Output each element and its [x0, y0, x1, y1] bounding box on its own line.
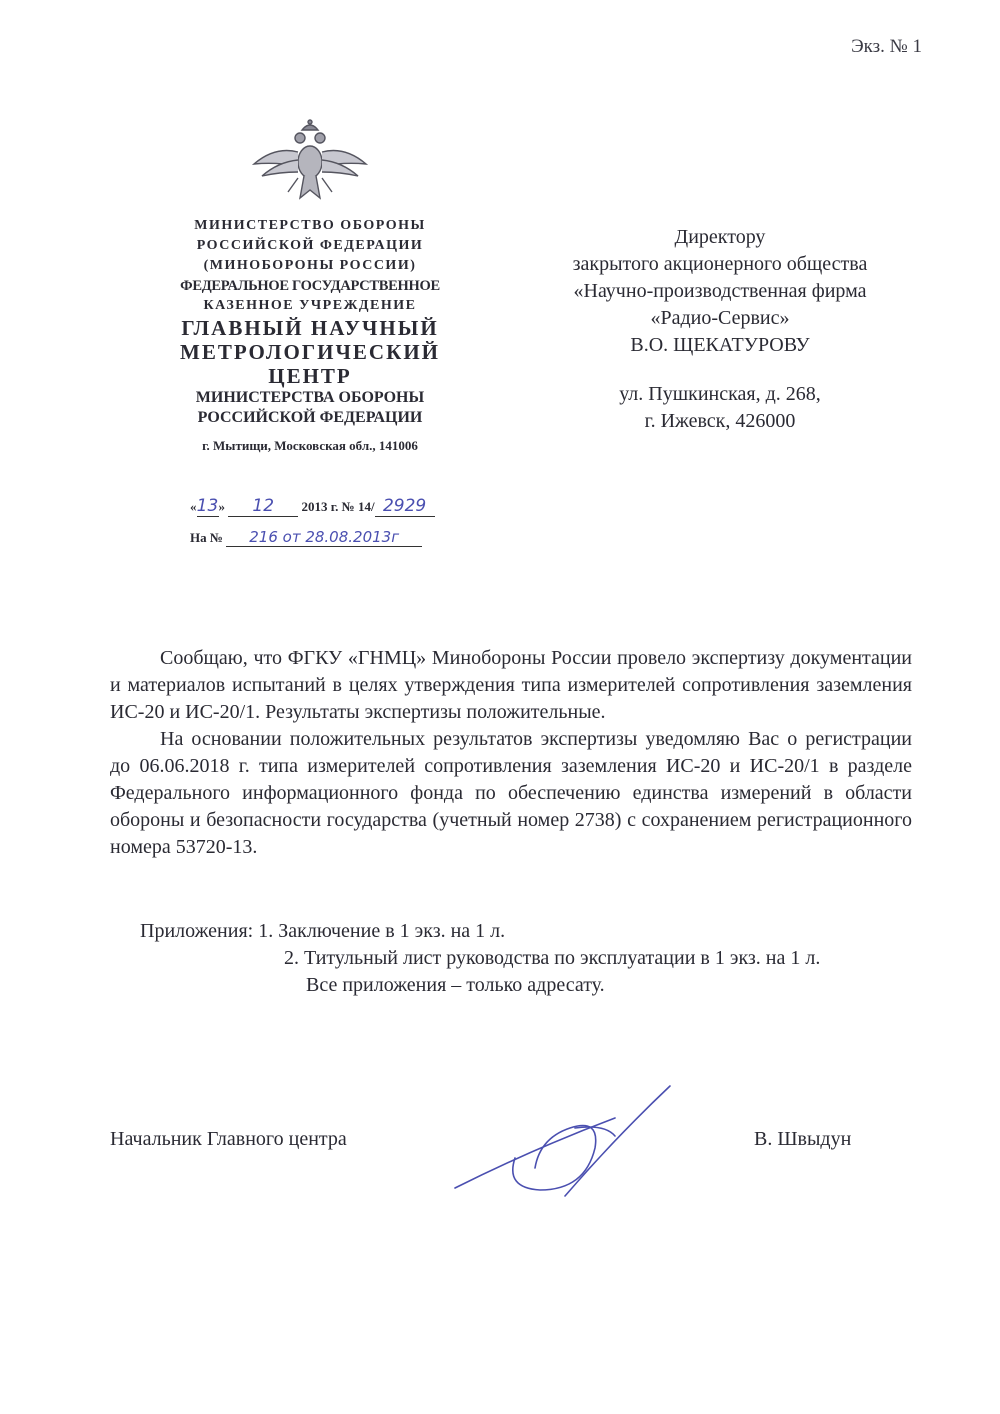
org-city: г. Мытищи, Московская обл., 141006: [202, 438, 418, 453]
org-line-1: МИНИСТЕРСТВО ОБОРОНЫ: [194, 218, 426, 233]
body-paragraph-2: На основании положительных результатов экспертизы уведомляю Вас о регистрации до 06.06.2018 г. типа измерителей сопротивления заземления ИС-20 и ИС-20/1 в разделе Федерального информационного фонда по обеспечению единства измерений в области обороны и безопасности государства (учетный номер 2738) с сохранением регистрационного номера 53720-13.: [110, 728, 912, 858]
org-name-line-3: ЦЕНТР: [268, 364, 352, 388]
ref-year-label: 2013 г. № 14/: [301, 499, 375, 514]
incoming-ref: [190, 528, 422, 547]
addressee-line-1: Директору: [674, 226, 766, 248]
signatory-name: В. Швыдун: [754, 1128, 852, 1150]
addressee-city: г. Ижевск, 426000: [644, 410, 796, 432]
addressee-name: В.О. ЩЕКАТУРОВУ: [630, 334, 810, 356]
attachments-line-2: 2. Титульный лист руководства по эксплуатации в 1 экз. на 1 л.: [284, 947, 821, 969]
ref-day: 13: [196, 496, 219, 516]
addressee-line-2: закрытого акционерного общества: [572, 253, 868, 275]
org-line-4: ФЕДЕРАЛЬНОЕ ГОСУДАРСТВЕННОЕ: [180, 278, 440, 294]
outgoing-ref: [190, 496, 435, 517]
quote-open: «: [190, 499, 197, 514]
org-line-5: КАЗЕННОЕ УЧРЕЖДЕНИЕ: [203, 298, 417, 313]
org-line-2: РОССИЙСКОЙ ФЕДЕРАЦИИ: [196, 238, 424, 253]
body-paragraph-1: Сообщаю, что ФГКУ «ГНМЦ» Минобороны России провело экспертизу документации и материалов испытаний в целях утверждения типа измерителей сопротивления заземления ИС-20 и ИС-20/1. Результаты экспертизы положительные.: [110, 647, 912, 723]
quote-close: »: [218, 499, 225, 514]
org-ministry-line-1: МИНИСТЕРСТВА ОБОРОНЫ: [195, 389, 425, 406]
org-name-line-1: ГЛАВНЫЙ НАУЧНЫЙ: [181, 316, 439, 340]
ref-on-number: 216 от 28.08.2013г: [226, 528, 422, 547]
sender-letterhead: [160, 118, 460, 454]
handwritten-signature: [445, 1078, 695, 1208]
org-name-line-2: МЕТРОЛОГИЧЕСКИЙ: [180, 340, 440, 364]
org-ministry-line-2: РОССИЙСКОЙ ФЕДЕРАЦИИ: [197, 409, 423, 426]
addressee-line-3: «Научно-производственная фирма: [573, 280, 867, 302]
double-headed-eagle-emblem: [250, 118, 370, 210]
addressee-line-4: «Радио-Сервис»: [650, 307, 790, 329]
attachments-line-3: Все приложения – только адресату.: [306, 974, 605, 996]
ref-number: 2929: [375, 496, 435, 517]
attachments-line-1: Приложения: 1. Заключение в 1 экз. на 1 л.: [140, 920, 506, 942]
org-line-3: (МИНОБОРОНЫ РОССИИ): [203, 258, 417, 273]
copy-number: Экз. № 1: [851, 36, 922, 57]
signatory-title: Начальник Главного центра: [110, 1128, 347, 1150]
ref-month: 12: [228, 496, 298, 517]
letter-body: [110, 645, 912, 861]
ref-on-label: На №: [190, 530, 223, 545]
addressee-block: [510, 224, 930, 435]
addressee-street: ул. Пушкинская, д. 268,: [619, 383, 821, 405]
